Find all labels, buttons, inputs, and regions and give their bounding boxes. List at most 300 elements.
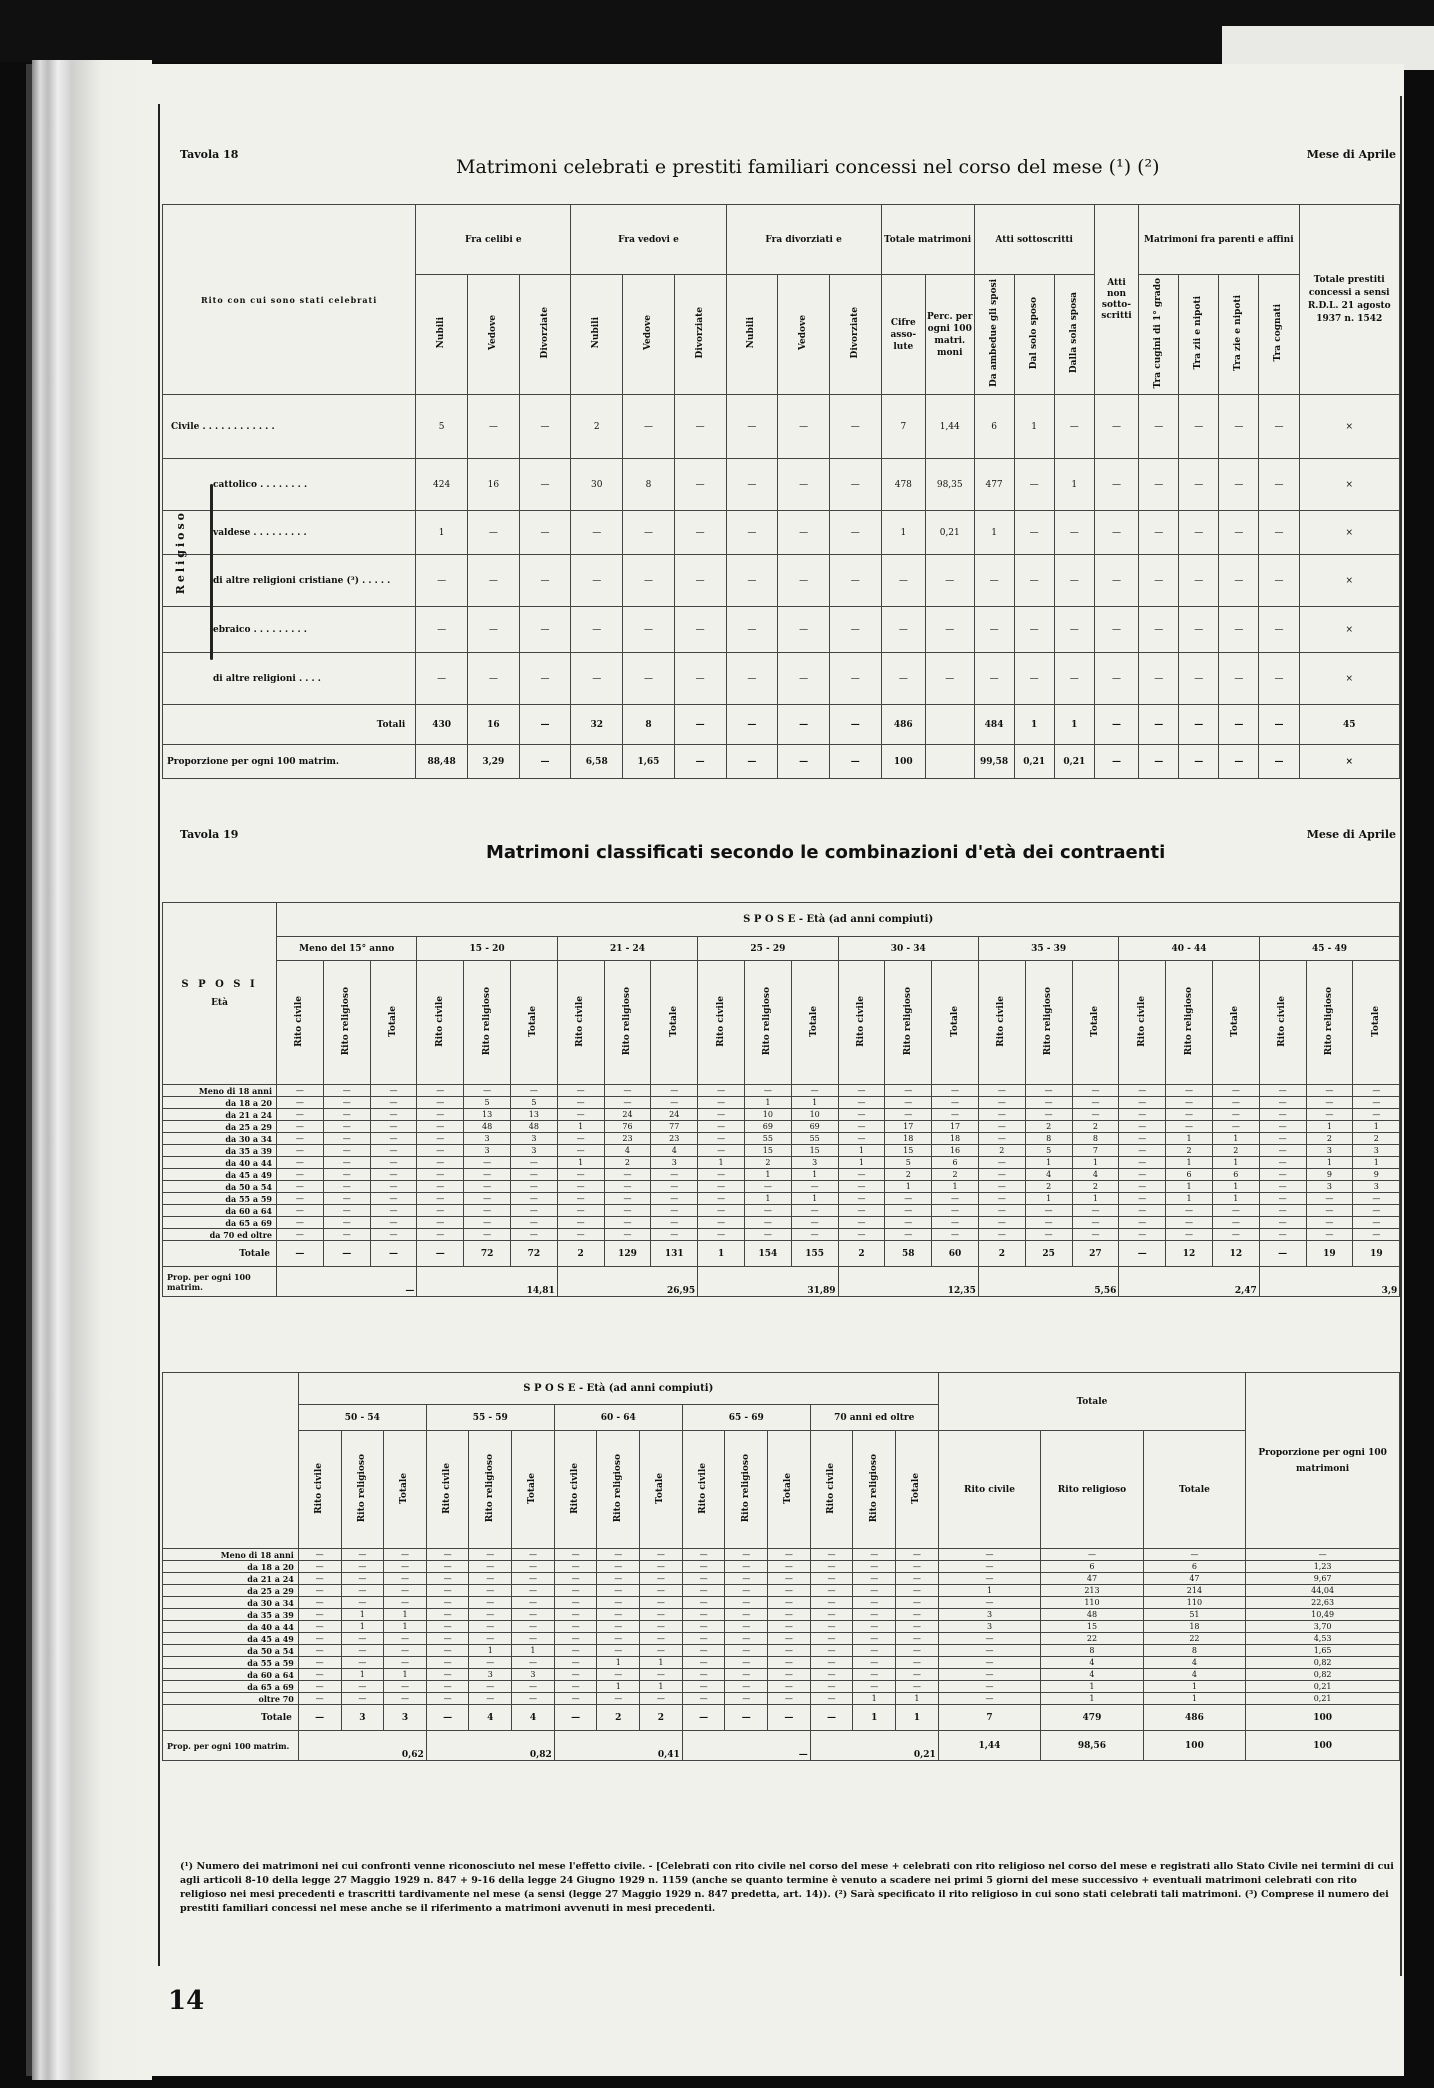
table-cell: — <box>938 1561 1040 1573</box>
table-cell: — <box>512 1585 555 1597</box>
table-cell: — <box>881 555 925 607</box>
table-cell: — <box>1025 1085 1072 1097</box>
sub-header: Rito religioso <box>902 986 913 1056</box>
table-cell: 2 <box>978 1145 1025 1157</box>
table-cell: — <box>323 1085 370 1097</box>
prop-header-label: Proporzione per ogni 100 matrimoni <box>1258 1447 1387 1474</box>
table-cell: — <box>323 1193 370 1205</box>
table-cell: — <box>341 1549 384 1561</box>
sub-header <box>768 1431 811 1549</box>
table-cell: — <box>778 607 830 653</box>
prestiti-label: Totale prestiti concessi a sensi R.D.L. 21 agosto 1937 n. 1542 <box>1307 274 1391 324</box>
table-cell: 131 <box>651 1241 698 1267</box>
table19-month: Mese di Aprile <box>1306 828 1396 841</box>
table-cell: — <box>810 1609 853 1621</box>
table-cell: — <box>725 1585 768 1597</box>
sub-header <box>554 1431 597 1549</box>
table-cell: — <box>1139 511 1179 555</box>
group-header: Fra vedovi e <box>571 205 726 275</box>
table-cell: 14,81 <box>417 1267 557 1297</box>
table-cell: — <box>768 1573 811 1585</box>
table-cell: — <box>464 1169 511 1181</box>
table-cell: — <box>682 1573 725 1585</box>
table-cell: 1 <box>1143 1681 1246 1693</box>
table-cell: — <box>1054 555 1094 607</box>
table-cell: 24 <box>651 1109 698 1121</box>
table-cell: — <box>1119 1169 1166 1181</box>
table-row <box>163 1205 1400 1217</box>
sub-header <box>417 961 464 1085</box>
table-cell: — <box>426 1549 469 1561</box>
table-cell: — <box>640 1561 683 1573</box>
table-cell: — <box>298 1705 341 1731</box>
sub-header <box>1212 961 1259 1085</box>
sub-header <box>725 1431 768 1549</box>
table-cell: — <box>1212 1121 1259 1133</box>
table-cell: 5 <box>464 1097 511 1109</box>
table-row <box>163 1561 1400 1573</box>
table-cell: 10 <box>791 1109 838 1121</box>
table-cell: — <box>682 1561 725 1573</box>
table-cell: 2 <box>1025 1181 1072 1193</box>
table-cell: 13 <box>464 1109 511 1121</box>
table-cell: — <box>768 1705 811 1731</box>
table-cell: — <box>640 1633 683 1645</box>
table-cell: — <box>1119 1157 1166 1169</box>
table-cell: — <box>651 1085 698 1097</box>
table-cell: — <box>932 1109 979 1121</box>
table-cell: — <box>469 1561 512 1573</box>
table-cell: × <box>1299 395 1399 459</box>
table-cell: 4 <box>1143 1657 1246 1669</box>
table-cell: 1 <box>1041 1693 1143 1705</box>
table-cell: — <box>640 1585 683 1597</box>
sub-header: Totale <box>1370 1005 1381 1037</box>
table-cell: — <box>725 1669 768 1681</box>
sub-header: Totale <box>399 1472 410 1504</box>
table-cell: 6 <box>1166 1169 1213 1181</box>
table-cell: 25 <box>1025 1241 1072 1267</box>
sub-header <box>778 275 830 395</box>
table-cell: 88,48 <box>416 745 468 779</box>
table-cell: 2 <box>978 1241 1025 1267</box>
table-cell: — <box>938 1681 1040 1693</box>
table-cell: — <box>277 1157 324 1169</box>
table-cell: — <box>597 1597 640 1609</box>
table-cell: — <box>896 1645 939 1657</box>
table-cell: — <box>744 1181 791 1193</box>
table-cell: 1 <box>932 1181 979 1193</box>
table-cell: — <box>768 1645 811 1657</box>
table-cell: 3 <box>791 1157 838 1169</box>
table-cell: — <box>341 1681 384 1693</box>
table-cell: — <box>341 1645 384 1657</box>
table-cell: 6 <box>1041 1561 1143 1573</box>
table-cell: 1,65 <box>1246 1645 1400 1657</box>
table-cell: 2 <box>1353 1133 1400 1145</box>
table-cell: — <box>510 1229 557 1241</box>
table-cell: 100 <box>1143 1731 1246 1761</box>
table-cell: — <box>1179 395 1219 459</box>
table-cell: 6 <box>1212 1169 1259 1181</box>
table18-number: Tavola 18 <box>180 148 239 161</box>
table-cell: — <box>1259 459 1299 511</box>
table-cell: 6 <box>974 395 1014 459</box>
table-cell: — <box>426 1621 469 1633</box>
table-cell: — <box>1259 1145 1306 1157</box>
table-cell: — <box>554 1609 597 1621</box>
table-cell: — <box>744 1217 791 1229</box>
table-cell: 1 <box>1143 1693 1246 1705</box>
table-cell: — <box>896 1621 939 1633</box>
table-cell: — <box>519 745 571 779</box>
prestiti-header <box>1299 205 1399 395</box>
table-cell: — <box>554 1585 597 1597</box>
table-cell: 27 <box>1072 1241 1119 1267</box>
atti-non-label: Atti non sotto-scritti <box>1101 277 1132 321</box>
sub-header <box>1353 961 1400 1085</box>
table-cell: — <box>1072 1205 1119 1217</box>
table-cell: — <box>1072 1109 1119 1121</box>
row-label: Civile . . . . . . . . . . . . <box>163 395 416 459</box>
table-cell: — <box>426 1681 469 1693</box>
table-cell: 1 <box>1014 395 1054 459</box>
table-cell: 18 <box>1143 1621 1246 1633</box>
table-cell: — <box>978 1193 1025 1205</box>
sub-header: Rito civile <box>855 995 866 1047</box>
table-cell: — <box>416 555 468 607</box>
age-group-header: 30 - 34 <box>838 937 978 961</box>
table-cell: — <box>768 1561 811 1573</box>
sub-header <box>341 1431 384 1549</box>
table-cell: — <box>853 1633 896 1645</box>
table-cell: — <box>778 395 830 459</box>
table-cell: — <box>885 1205 932 1217</box>
header-row <box>163 903 1400 937</box>
table-cell: — <box>571 555 623 607</box>
table-cell: — <box>1259 1181 1306 1193</box>
sub-header: Vedove <box>487 315 498 351</box>
table-cell: — <box>341 1561 384 1573</box>
table-cell: 1 <box>698 1241 745 1267</box>
table-cell: — <box>674 607 726 653</box>
table-cell: — <box>1212 1097 1259 1109</box>
table-cell: — <box>674 653 726 705</box>
table-cell: 430 <box>416 705 468 745</box>
table-cell: 1 <box>1025 1157 1072 1169</box>
table-cell: — <box>384 1645 427 1657</box>
sub-header: Rito civile <box>996 995 1007 1047</box>
table-cell: — <box>597 1669 640 1681</box>
table-cell: — <box>277 1193 324 1205</box>
table-cell: — <box>768 1609 811 1621</box>
table-cell: — <box>640 1693 683 1705</box>
table-cell: 0,21 <box>810 1731 938 1761</box>
table-cell: — <box>1014 459 1054 511</box>
table-cell: — <box>469 1681 512 1693</box>
table-cell: 1 <box>469 1645 512 1657</box>
table-cell: — <box>938 1657 1040 1669</box>
row-label: Proporzione per ogni 100 matrim. <box>163 745 416 779</box>
table-cell: × <box>1299 459 1399 511</box>
table-cell: — <box>682 1585 725 1597</box>
sub-header: Rito religioso <box>1183 986 1194 1056</box>
table-cell: — <box>885 1229 932 1241</box>
group-header: Fra divorziati e <box>726 205 881 275</box>
table-cell: — <box>1025 1229 1072 1241</box>
table-cell: — <box>323 1097 370 1109</box>
table-cell: — <box>323 1121 370 1133</box>
table-cell: 2 <box>744 1157 791 1169</box>
table-cell: 1 <box>416 511 468 555</box>
table18-body <box>163 395 1400 779</box>
table-cell: 8 <box>1143 1645 1246 1657</box>
table-cell: — <box>1219 395 1259 459</box>
table-cell: — <box>597 1621 640 1633</box>
table-cell: 2 <box>1072 1121 1119 1133</box>
table-cell: 1 <box>744 1169 791 1181</box>
table-cell: — <box>1353 1085 1400 1097</box>
table-cell: — <box>298 1597 341 1609</box>
sub-header: Rito civile <box>1136 995 1147 1047</box>
table-cell: — <box>978 1121 1025 1133</box>
table-cell: — <box>838 1133 885 1145</box>
table-cell: — <box>370 1133 417 1145</box>
table-row <box>163 1181 1400 1193</box>
table-cell: — <box>370 1169 417 1181</box>
table-cell: 1 <box>791 1193 838 1205</box>
table-cell: 1 <box>640 1681 683 1693</box>
sub-header: Nubili <box>591 317 602 349</box>
sub-header <box>932 961 979 1085</box>
parenti-header <box>1179 275 1219 395</box>
row-label: di altre religioni cristiane (³) . . . . . <box>163 555 416 607</box>
table-cell: 32 <box>571 705 623 745</box>
table-cell: — <box>469 1585 512 1597</box>
table-cell: — <box>725 1549 768 1561</box>
sub-header: Totale <box>911 1472 922 1504</box>
table-cell: — <box>571 607 623 653</box>
table-cell: × <box>1299 607 1399 653</box>
table-cell: — <box>298 1621 341 1633</box>
table-cell: — <box>416 653 468 705</box>
table-cell: — <box>1119 1085 1166 1097</box>
table-cell: — <box>604 1085 651 1097</box>
table-cell: 3 <box>1353 1181 1400 1193</box>
table-cell: 3 <box>464 1145 511 1157</box>
atti-header <box>1054 275 1094 395</box>
table-cell: 1 <box>1212 1133 1259 1145</box>
age-group-header: 55 - 59 <box>426 1405 554 1431</box>
table-cell: — <box>557 1169 604 1181</box>
table-cell: — <box>323 1181 370 1193</box>
table-cell: — <box>682 1621 725 1633</box>
row-label: Totali <box>163 705 416 745</box>
table-cell: — <box>298 1549 341 1561</box>
table-cell: — <box>417 1205 464 1217</box>
table-cell: — <box>426 1597 469 1609</box>
table-cell: — <box>938 1669 1040 1681</box>
table-cell: 26,95 <box>557 1267 697 1297</box>
table-cell: 2 <box>640 1705 683 1731</box>
table-cell: 12 <box>1166 1241 1213 1267</box>
table-cell: — <box>674 395 726 459</box>
table-cell: — <box>1259 1217 1306 1229</box>
table-cell: 8 <box>623 705 675 745</box>
table-cell: — <box>885 1193 932 1205</box>
table-cell: 1,44 <box>925 395 974 459</box>
table-cell: — <box>768 1681 811 1693</box>
table-cell: 72 <box>510 1241 557 1267</box>
table-cell: — <box>682 1633 725 1645</box>
table-cell: — <box>341 1585 384 1597</box>
table-cell: — <box>853 1597 896 1609</box>
table-cell: — <box>640 1621 683 1633</box>
sub-header: Rito religioso <box>621 986 632 1056</box>
table18-month: Mese di Aprile <box>1306 148 1396 161</box>
table-cell: — <box>1259 745 1299 779</box>
sub-header: Divorziate <box>849 307 860 359</box>
table-cell: — <box>853 1573 896 1585</box>
table-cell: 486 <box>881 705 925 745</box>
table-cell: — <box>597 1609 640 1621</box>
table-cell: — <box>370 1109 417 1121</box>
table-cell: 1 <box>597 1681 640 1693</box>
table-cell: 6 <box>932 1157 979 1169</box>
table-cell: — <box>1306 1097 1353 1109</box>
table-cell: — <box>1219 607 1259 653</box>
row-label: da 45 a 49 <box>163 1633 299 1645</box>
table-cell: — <box>469 1549 512 1561</box>
table-cell: 4 <box>1041 1657 1143 1669</box>
table-cell: 19 <box>1306 1241 1353 1267</box>
table-cell: — <box>932 1085 979 1097</box>
table-row <box>163 1681 1400 1693</box>
table-cell: — <box>1119 1181 1166 1193</box>
sub-header <box>1072 961 1119 1085</box>
row-label: di altre religioni . . . . <box>163 653 416 705</box>
table-cell: — <box>277 1205 324 1217</box>
sub-header <box>896 1431 939 1549</box>
table-cell: — <box>341 1597 384 1609</box>
sub-header: Vedove <box>642 315 653 351</box>
table-cell: 0,21 <box>1054 745 1094 779</box>
tot-sub-header: Rito religioso <box>1041 1431 1143 1549</box>
table-cell: 10 <box>744 1109 791 1121</box>
table-cell: — <box>853 1609 896 1621</box>
table-cell: — <box>1094 745 1138 779</box>
table-cell: — <box>651 1217 698 1229</box>
table-cell: 1 <box>1014 705 1054 745</box>
table-cell: — <box>698 1145 745 1157</box>
table-cell: — <box>597 1561 640 1573</box>
table-cell: — <box>464 1085 511 1097</box>
group-header: Totale matrimoni <box>881 205 974 275</box>
sub-header <box>978 961 1025 1085</box>
table-cell: — <box>1353 1109 1400 1121</box>
sub-header <box>298 1431 341 1549</box>
table-cell: — <box>1259 1085 1306 1097</box>
table-cell: — <box>370 1205 417 1217</box>
table-cell: — <box>726 395 778 459</box>
sub-header: Totale <box>528 1005 539 1037</box>
table-cell: — <box>810 1621 853 1633</box>
table-cell: — <box>1054 607 1094 653</box>
table-cell: 6,58 <box>571 745 623 779</box>
table-cell: — <box>426 1585 469 1597</box>
table-cell: — <box>557 1193 604 1205</box>
table-cell: 77 <box>651 1121 698 1133</box>
sub-header: Rito religioso <box>1323 986 1334 1056</box>
group-header: Fra celibi e <box>416 205 571 275</box>
table-cell: — <box>426 1657 469 1669</box>
table-cell: — <box>298 1681 341 1693</box>
table-cell: — <box>519 511 571 555</box>
table-cell: — <box>725 1621 768 1633</box>
table-cell: 0,21 <box>925 511 974 555</box>
table-cell: — <box>1166 1229 1213 1241</box>
table-cell: — <box>604 1193 651 1205</box>
table-cell: × <box>1299 555 1399 607</box>
table-cell: — <box>512 1597 555 1609</box>
table-cell: — <box>426 1645 469 1657</box>
table-cell: — <box>323 1241 370 1267</box>
table-cell: — <box>810 1657 853 1669</box>
table-cell: — <box>554 1645 597 1657</box>
table-cell: — <box>323 1169 370 1181</box>
perc-header <box>925 275 974 395</box>
table-cell: — <box>469 1609 512 1621</box>
table-cell: 44,04 <box>1246 1585 1400 1597</box>
table-cell: — <box>682 1693 725 1705</box>
table-cell: — <box>417 1097 464 1109</box>
table-cell: 1 <box>896 1693 939 1705</box>
table-cell: 9 <box>1353 1169 1400 1181</box>
table-cell: 1,44 <box>938 1731 1040 1761</box>
table-cell: — <box>323 1217 370 1229</box>
sub-header <box>571 275 623 395</box>
table-cell: × <box>1299 511 1399 555</box>
parenti-header: Tra cognati <box>1273 304 1284 362</box>
sub-header <box>426 1431 469 1549</box>
table-cell: — <box>932 1229 979 1241</box>
table-cell: — <box>778 459 830 511</box>
table-cell: — <box>1166 1205 1213 1217</box>
table-cell: — <box>1025 1205 1072 1217</box>
table-cell: — <box>1306 1205 1353 1217</box>
parenti-header: Tra cugini di 1° grado <box>1153 277 1164 389</box>
table-cell: 1 <box>557 1157 604 1169</box>
table-row <box>163 1229 1400 1241</box>
table-cell: 2 <box>838 1241 885 1267</box>
table-cell: 214 <box>1143 1585 1246 1597</box>
age-group-header: 35 - 39 <box>978 937 1118 961</box>
table-cell: 4 <box>512 1705 555 1731</box>
table-cell: — <box>938 1645 1040 1657</box>
table-cell: — <box>1259 1193 1306 1205</box>
table-cell: — <box>853 1561 896 1573</box>
table-cell: — <box>554 1705 597 1731</box>
table-cell: — <box>791 1205 838 1217</box>
table-cell: 48 <box>510 1121 557 1133</box>
header-row <box>163 205 1400 275</box>
table-cell: 2 <box>557 1241 604 1267</box>
table-cell: — <box>298 1561 341 1573</box>
table-cell: — <box>1166 1085 1213 1097</box>
table-cell: — <box>768 1693 811 1705</box>
table-cell: — <box>417 1229 464 1241</box>
table-cell: — <box>277 1145 324 1157</box>
